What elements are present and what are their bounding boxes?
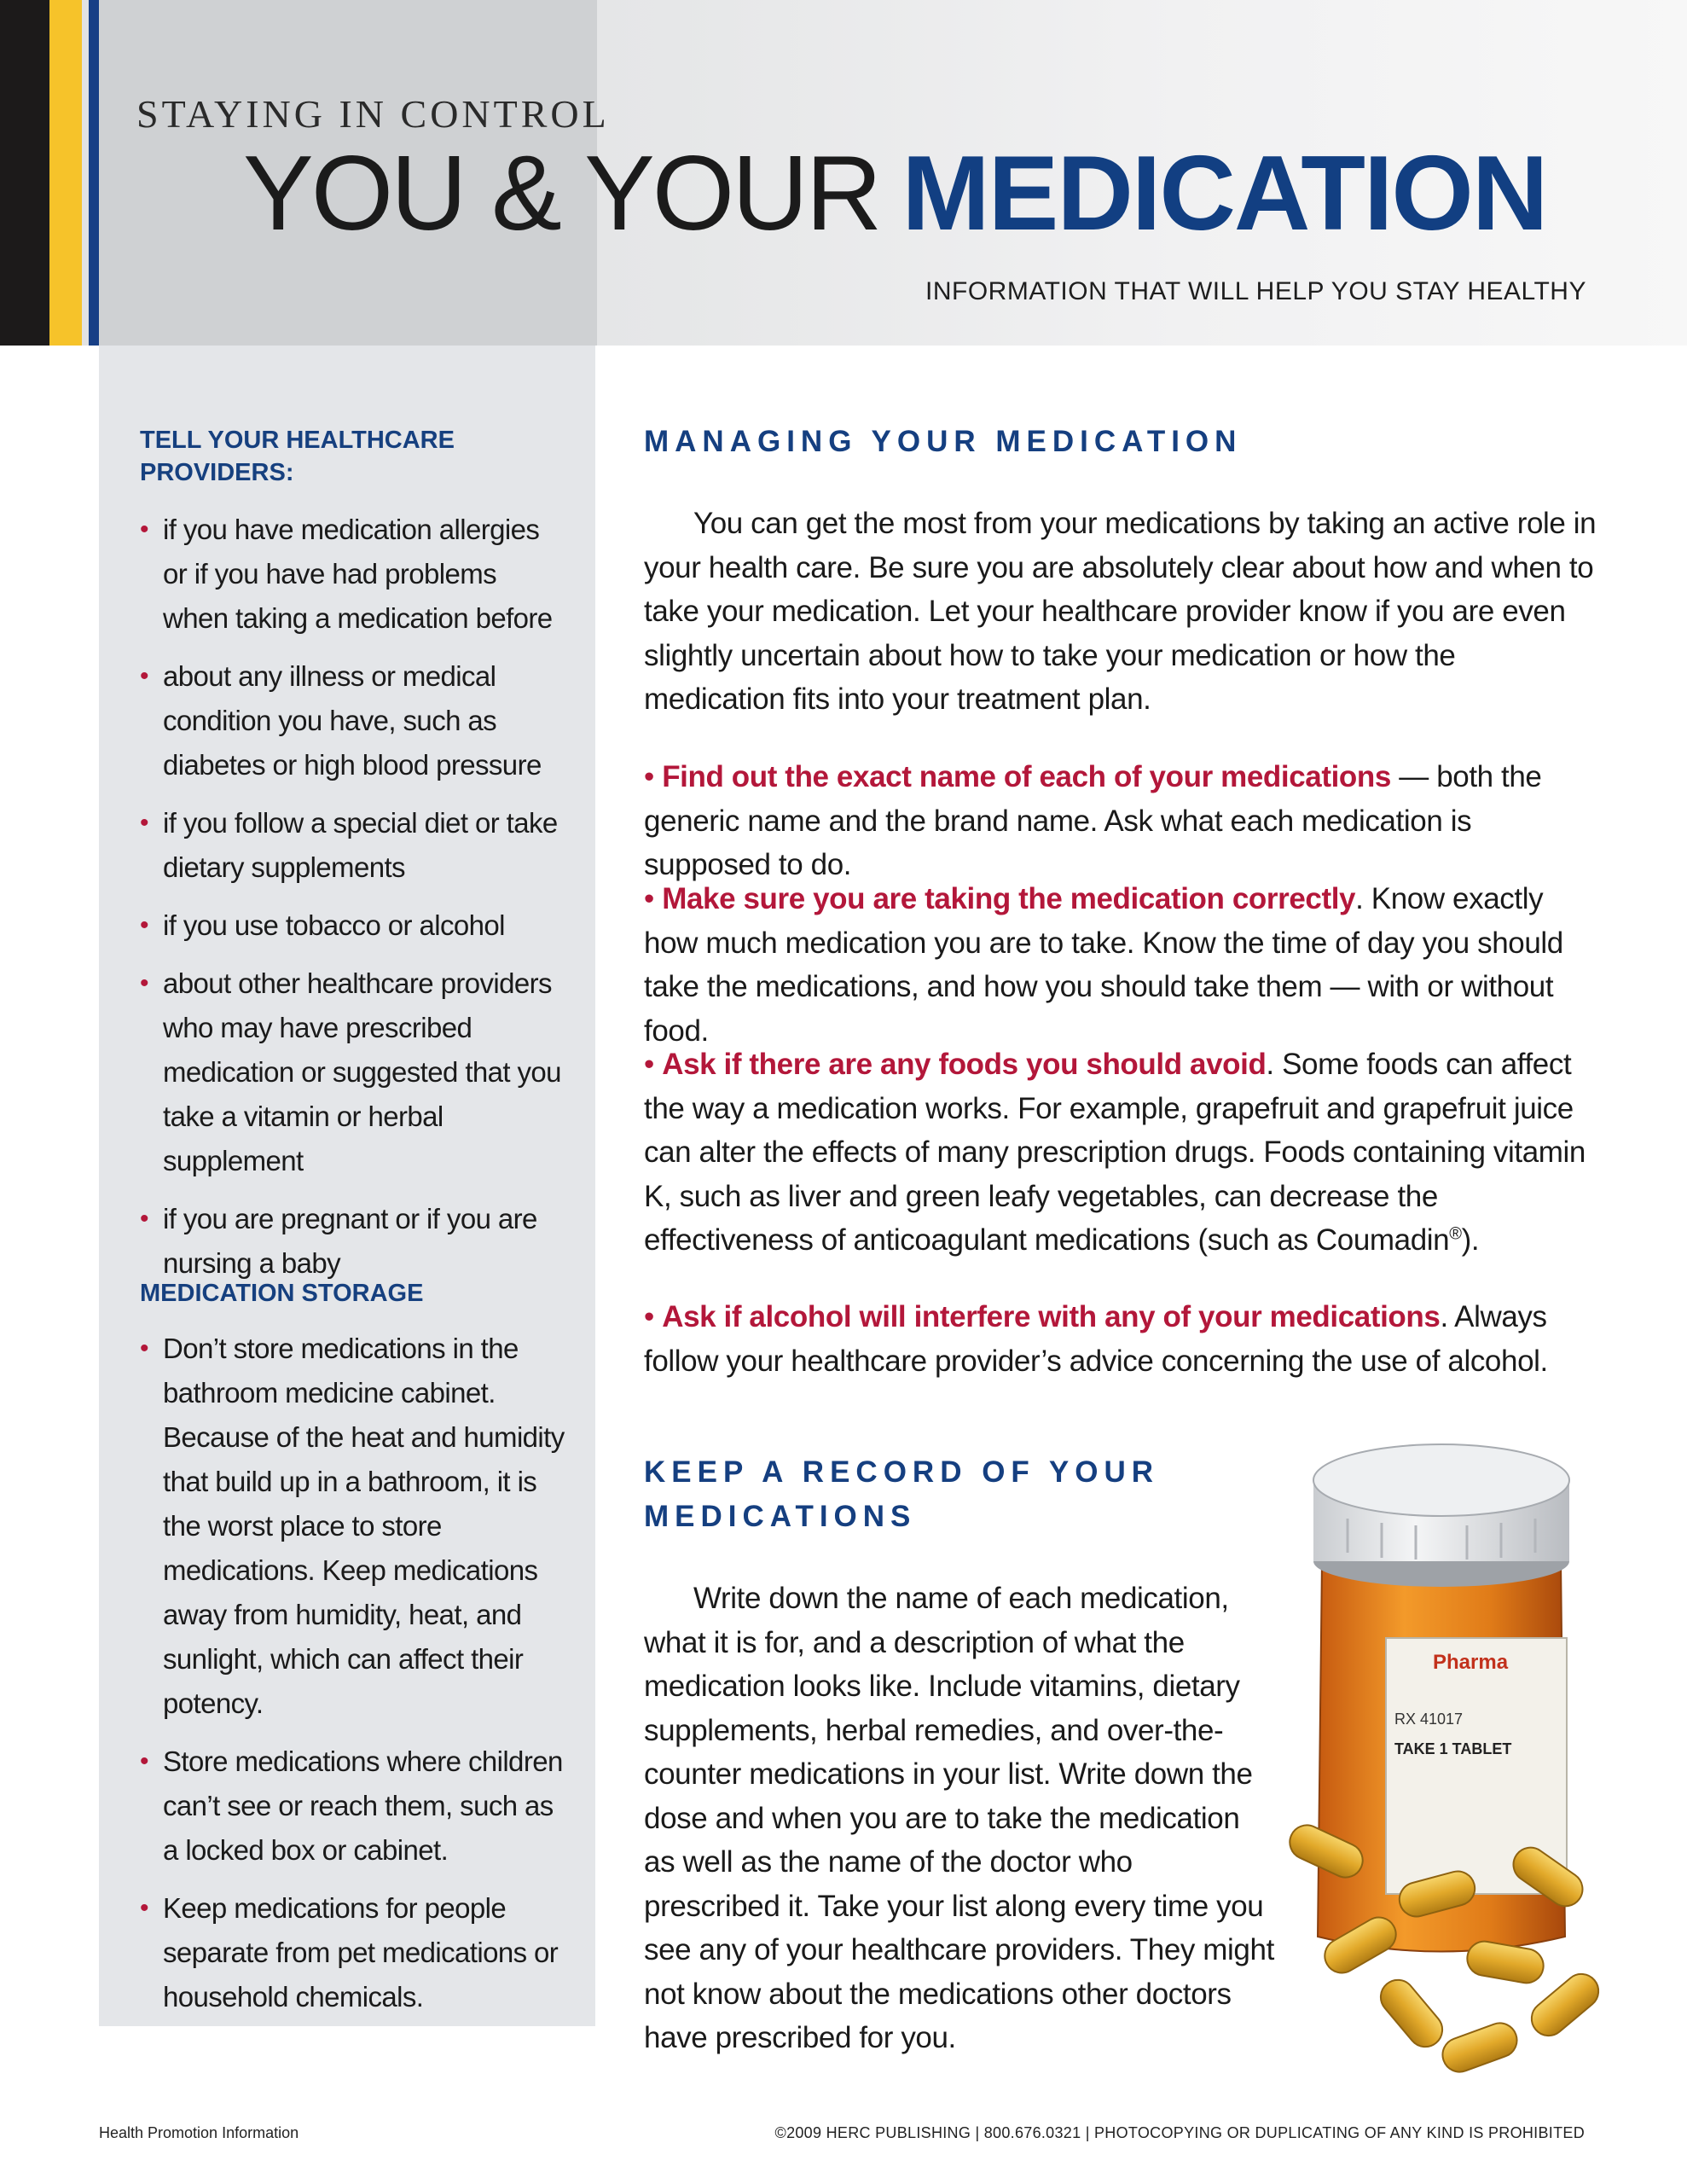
- tip-exact-name: • Find out the exact name of each of your medications — both the generic name and the brand name. Ask what each medication is supposed to do.: [644, 760, 1542, 881]
- list-item: • if you have medication allergies or if you have had problems when taking a medication before: [140, 508, 566, 641]
- sidebar: [99, 346, 595, 2026]
- label-instruction: TAKE 1 TABLET: [1394, 1740, 1512, 1757]
- list-item: • Store medications where children can’t see or reach them, such as a locked box or cabinet.: [140, 1740, 566, 1873]
- bullet-icon: •: [644, 760, 663, 793]
- stripe-black: [0, 0, 49, 346]
- list-item: • about other healthcare providers who may have prescribed medication or suggested that you take a vitamin or herbal supplement: [140, 961, 566, 1183]
- list-item: • Don’t store medications in the bathroom medicine cabinet. Because of the heat and humidity that build up in a bathroom, it is the worst place to store medications. Keep medications away from humidity, heat, and sunlight, which can affect their potency.: [140, 1327, 566, 1726]
- label-brand: Pharma: [1433, 1651, 1509, 1674]
- tip-foods-avoid: • Ask if there are any foods you should avoid. Some foods can affect the way a medication works. For example, grapefruit and grapefruit juice can alter the effects of many prescription drugs. Foods containing vitamin K, such as liver and green leafy vegetables, can decrease the effectiveness of anticoagulant medications (such as Coumadin®).: [644, 1048, 1586, 1257]
- label-rx: RX 41017: [1394, 1711, 1464, 1728]
- medication-storage-list: [140, 1327, 566, 2033]
- pill-bottle-illustration: [1271, 1433, 1612, 2082]
- record-body: Write down the name of each medication, what it is for, and a description of what the medication looks like. Include vitamins, dietary supplements, herbal remedies, and over-the-counter medications in your list. Write down the dose and when you are to take the medication as well as the name of the doctor who prescribed it. Take your list along every time you see any of your healthcare providers. They might not know about the medications other doctors have prescribed for you.: [644, 1582, 1274, 2054]
- list-item: • Keep medications for people separate from pet medications or household chemicals.: [140, 1886, 566, 2019]
- managing-intro: You can get the most from your medications by taking an active role in your health care. Be sure you are absolutely clear about how and when to take your medication. Let your healthcare provider know if you are even slightly uncertain about how to take your medication or how the medication fits into your treatment plan.: [644, 507, 1597, 716]
- list-item: • about any illness or medical condition you have, such as diabetes or high blood pressure: [140, 654, 566, 787]
- stripe-yellow: [49, 0, 82, 346]
- footer-copyright: ©2009 HERC PUBLISHING | 800.676.0321 | PHOTOCOPYING OR DUPLICATING OF ANY KIND IS PROHIBITED: [774, 2124, 1585, 2141]
- tell-providers-list: [140, 508, 566, 1299]
- header-kicker: STAYING IN CONTROL: [136, 92, 610, 136]
- bullet-icon: •: [140, 1334, 148, 1362]
- stripe-gap: [82, 0, 89, 346]
- page-title: [243, 135, 1547, 253]
- bullet-icon: •: [140, 515, 148, 543]
- bullet-icon: •: [140, 809, 148, 837]
- managing-heading: MANAGING YOUR MEDICATION: [644, 425, 1243, 458]
- list-item: • if you follow a special diet or take dietary supplements: [140, 801, 566, 890]
- title-part-1: YOU & YOUR: [243, 135, 880, 253]
- bullet-icon: •: [140, 969, 148, 997]
- list-item: • if you are pregnant or if you are nursing a baby: [140, 1197, 566, 1286]
- list-item: • if you use tobacco or alcohol: [140, 903, 566, 948]
- tip-alcohol: • Ask if alcohol will interfere with any of your medications. Always follow your healthcare provider’s advice concerning the use of alcohol.: [644, 1300, 1548, 1378]
- bullet-icon: •: [140, 1894, 148, 1922]
- bullet-icon: •: [644, 1048, 663, 1081]
- stripe-blue: [89, 0, 99, 346]
- bullet-icon: •: [644, 1300, 663, 1333]
- medication-storage-heading: MEDICATION STORAGE: [140, 1280, 424, 1307]
- bullet-icon: •: [140, 911, 148, 939]
- bullet-icon: •: [140, 1747, 148, 1775]
- title-part-2: MEDICATION: [901, 135, 1547, 253]
- tip-take-correctly: • Make sure you are taking the medication correctly. Know exactly how much medication you are to take. Know the time of day you should take the medications, and how you should take them — with or without food.: [644, 882, 1563, 1048]
- tell-providers-heading: TELL YOUR HEALTHCARE PROVIDERS:: [140, 427, 455, 486]
- bullet-icon: •: [140, 662, 148, 690]
- bullet-icon: •: [644, 882, 663, 915]
- header-tagline: INFORMATION THAT WILL HELP YOU STAY HEALTHY: [925, 277, 1586, 305]
- bullet-icon: •: [140, 1205, 148, 1233]
- record-heading: KEEP A RECORD OF YOUR MEDICATIONS: [644, 1455, 1160, 1533]
- footer-left: Health Promotion Information: [99, 2124, 299, 2141]
